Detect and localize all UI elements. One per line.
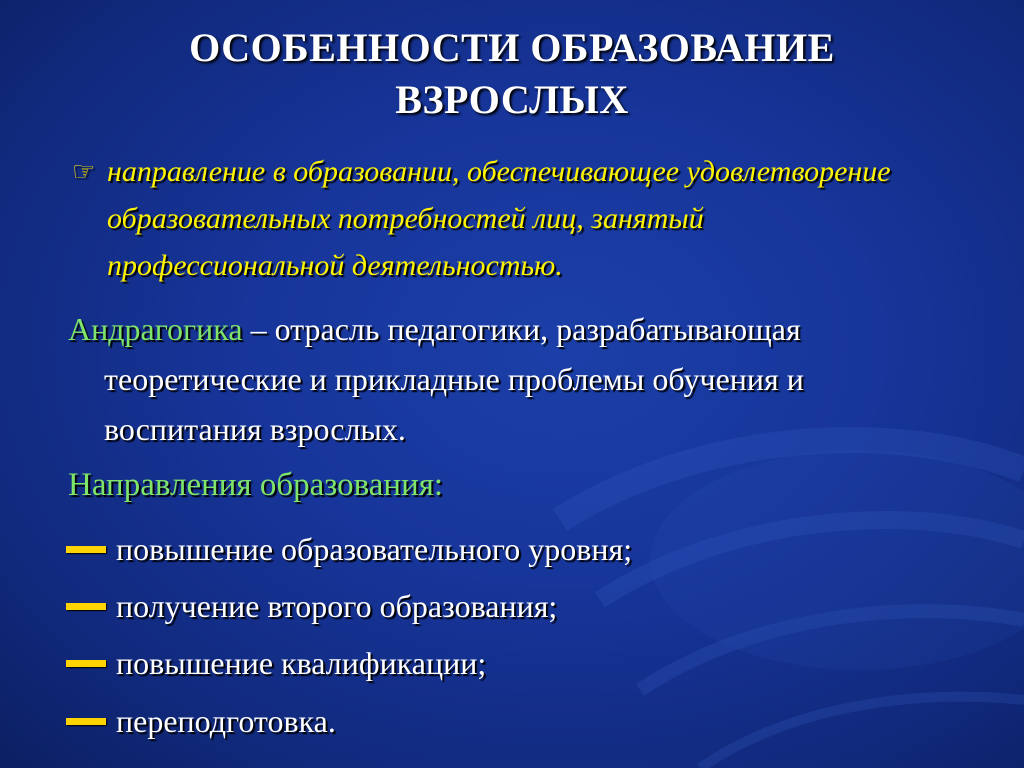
andragogy-paragraph — [68, 304, 998, 454]
andragogy-term: Андрагогика — [68, 311, 243, 347]
definition-line-3: профессиональной деятельностью. — [107, 249, 563, 282]
page-title-line-2: ВЗРОСЛЫХ — [395, 77, 629, 122]
direction-item-text: переподготовка. — [116, 703, 336, 739]
directions-heading: Направления образования: — [68, 467, 444, 503]
direction-item — [66, 585, 557, 627]
direction-item-text: повышение образовательного уровня; — [116, 531, 633, 567]
andragogy-line-1 — [68, 304, 998, 354]
definition-line-2: образовательных потребностей лиц, занятый — [107, 202, 704, 235]
andragogy-definition-start: – отрасль педагогики, разрабатывающая — [242, 311, 801, 347]
andragogy-line-3: воспитания взрослых. — [104, 411, 406, 447]
yellow-dash-icon — [66, 718, 106, 725]
direction-item — [66, 528, 632, 570]
direction-item-text: повышение квалификации; — [116, 645, 487, 681]
page-title-line-1: ОСОБЕННОСТИ ОБРАЗОВАНИЕ — [189, 25, 835, 70]
page-title — [0, 22, 1024, 126]
direction-item-text: получение второго образования; — [116, 588, 558, 624]
pointing-hand-icon: ☞ — [72, 157, 96, 186]
definition-paragraph — [72, 148, 992, 289]
definition-line-1: направление в образовании, обеспечивающее удовлетворение — [107, 155, 891, 188]
direction-item — [66, 700, 336, 742]
yellow-dash-icon — [66, 660, 106, 667]
andragogy-line-2: теоретические и прикладные проблемы обучения и — [104, 361, 804, 397]
yellow-dash-icon — [66, 603, 106, 610]
yellow-dash-icon — [66, 546, 106, 553]
direction-item — [66, 642, 486, 684]
